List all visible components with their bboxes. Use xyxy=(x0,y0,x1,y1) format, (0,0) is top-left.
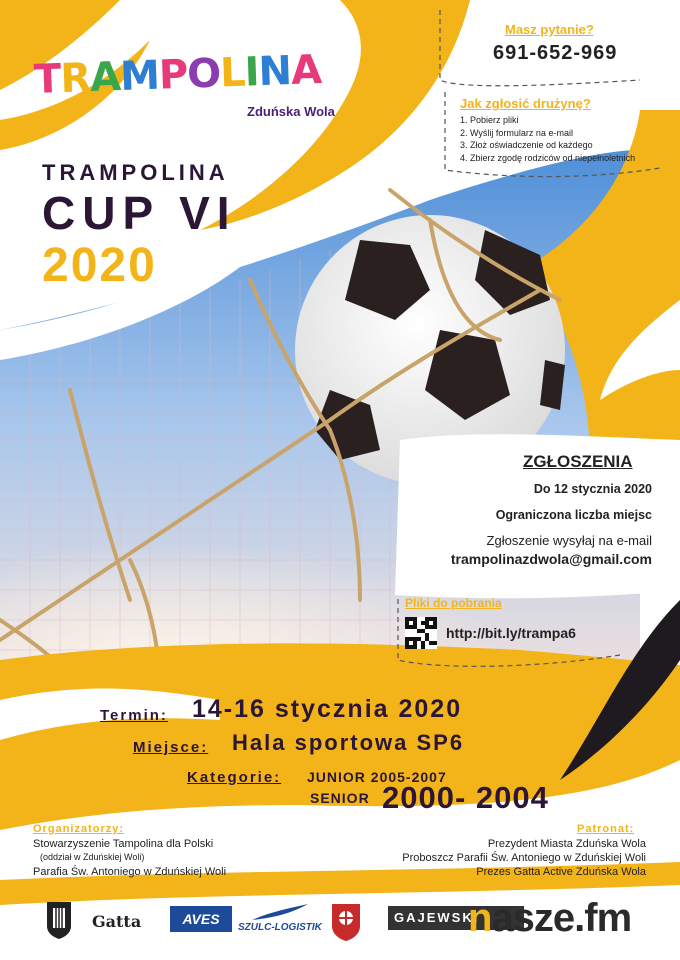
registration-deadline: Do 12 stycznia 2020 xyxy=(533,482,652,496)
qr-code-icon[interactable] xyxy=(405,617,437,649)
sponsor-gajewski: GAJEWSKI xyxy=(388,906,524,930)
event-year: 2020 xyxy=(42,239,157,292)
questions-heading: Masz pytanie? xyxy=(505,22,594,37)
sponsor-aves: AVES xyxy=(170,906,232,932)
place-value: Hala sportowa SP6 xyxy=(232,730,465,755)
truck-swoosh-icon xyxy=(250,902,310,922)
registration-send-info: Zgłoszenie wysyłaj na e-mail xyxy=(486,533,652,548)
term-value: 14-16 stycznia 2020 xyxy=(192,695,463,723)
category-senior-years: 2000- 2004 xyxy=(382,780,549,815)
registration-heading: ZGŁOSZENIA xyxy=(523,452,633,471)
sponsor-gatta: Gatta xyxy=(92,912,142,931)
registration-email[interactable]: trampolinazdwola@gmail.com xyxy=(450,551,652,567)
how-to-step: 3. Złoż oświadczenie od każdego xyxy=(460,140,593,150)
event-title-line1: TRAMPOLINA xyxy=(42,160,229,185)
categories-label: Kategorie: xyxy=(187,769,282,786)
term-label: Termin: xyxy=(100,707,168,724)
parish-crest-icon xyxy=(328,900,364,942)
contact-phone[interactable]: 691-652-969 xyxy=(493,42,618,64)
club-crest-icon xyxy=(45,900,73,940)
logo-subtitle: Zduńska Wola xyxy=(247,104,335,119)
how-to-step: 2. Wyślij formularz na e-mail xyxy=(460,127,573,138)
downloads-link[interactable]: http://bit.ly/trampa6 xyxy=(446,625,576,641)
organizer-association: Stowarzyszenie Tampolina dla Polski xyxy=(33,838,214,850)
event-title-line2: CUP VI xyxy=(42,187,237,239)
how-to-step: 1. Pobierz pliki xyxy=(460,115,519,125)
patron-mayor: Prezydent Miasta Zduńska Wola xyxy=(487,838,646,850)
how-to-steps xyxy=(460,114,635,164)
how-to-heading: Jak zgłosić drużynę? xyxy=(460,96,591,111)
patron-gatta: Prezes Gatta Active Zduńska Wola xyxy=(476,866,646,878)
sponsor-szulc: SZULC-LOGISTIK xyxy=(238,922,322,933)
nasze-fm-watermark xyxy=(468,896,631,941)
watermark-prefix: n xyxy=(468,896,492,940)
watermark-rest: asze.fm xyxy=(491,896,632,940)
organizer-association-note: (oddział w Zduńskiej Woli) xyxy=(40,852,145,862)
category-junior: JUNIOR 2005-2007 xyxy=(307,769,447,785)
category-senior-label: SENIOR xyxy=(310,790,370,806)
organizers-heading: Organizatorzy: xyxy=(33,823,125,835)
organizer-parish: Parafia Św. Antoniego w Zduńskiej Woli xyxy=(33,866,227,878)
patronage-heading: Patronat: xyxy=(577,823,635,835)
patron-parish-priest: Proboszcz Parafii Św. Antoniego w Zduńskiej Woli xyxy=(402,852,646,864)
how-to-step: 4. Zbierz zgodę rodziców od niepełnoletnich xyxy=(460,152,636,163)
downloads-heading: Pliki do pobrania xyxy=(405,596,502,610)
trampolina-logo: TRAMPOLINA xyxy=(33,47,322,103)
registration-limited: Ograniczona liczba miejsc xyxy=(495,508,652,522)
place-label: Miejsce: xyxy=(133,739,209,756)
